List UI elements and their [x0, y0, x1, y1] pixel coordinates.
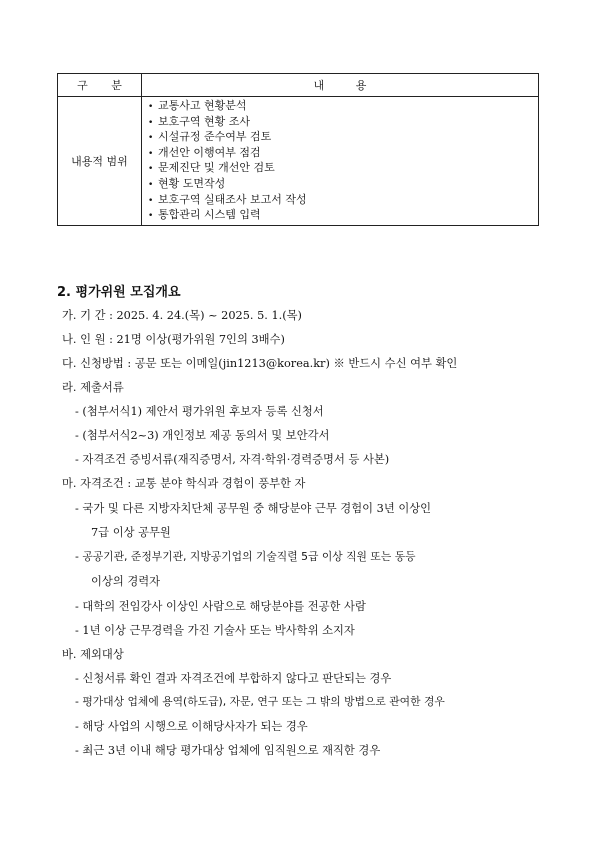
documents-item: - 자격조건 증빙서류(재직증명서, 자격·학위·경력증명서 등 사본) [75, 453, 390, 466]
qualification-item: - 국가 및 다른 지방자치단체 공무원 중 해당분야 근무 경험이 3년 이상인 [75, 502, 432, 515]
header-category: 구 분 [58, 74, 142, 97]
exclusion-heading: 바. 제외대상 [62, 648, 124, 661]
application-method-line: 다. 신청방법 : 공문 또는 이메일(jin1213@korea.kr) ※ 반드시 수신 여부 확인 [62, 357, 458, 370]
period-line: 가. 기 간 : 2025. 4. 24.(목) ~ 2025. 5. 1.(목) [62, 309, 302, 322]
list-item: • 통합관리 시스템 입력 [148, 207, 538, 223]
documents-item: - (첨부서식2~3) 개인정보 제공 동의서 및 보안각서 [75, 429, 330, 442]
exclusion-item: - 신청서류 확인 결과 자격조건에 부합하지 않다고 판단되는 경우 [75, 672, 392, 685]
qualification-item: - 1년 이상 근무경력을 가진 기술사 또는 박사학위 소지자 [75, 624, 355, 637]
list-item: • 개선안 이행여부 점검 [148, 145, 538, 161]
qualification-heading: 마. 자격조건 : 교통 분야 학식과 경험이 풍부한 자 [62, 477, 306, 490]
list-item: • 보호구역 현황 조사 [148, 114, 538, 130]
list-item: • 보호구역 실태조사 보고서 작성 [148, 192, 538, 208]
section-title: 2. 평가위원 모집개요 [57, 285, 181, 300]
list-item: • 시설규정 준수여부 검토 [148, 129, 538, 145]
header-content: 내 용 [142, 74, 539, 97]
documents-heading: 라. 제출서류 [62, 381, 124, 394]
qualification-item-continued: 이상의 경력자 [91, 575, 161, 588]
scope-table [57, 73, 539, 226]
table-row [58, 97, 539, 226]
qualification-item-continued: 7급 이상 공무원 [91, 526, 171, 539]
headcount-line: 나. 인 원 : 21명 이상(평가위원 7인의 3배수) [62, 333, 285, 346]
exclusion-item: - 해당 사업의 시행으로 이해당사자가 되는 경우 [75, 720, 308, 733]
exclusion-item: - 최근 3년 이내 해당 평가대상 업체에 임직원으로 재직한 경우 [75, 744, 381, 757]
list-item: • 현황 도면작성 [148, 176, 538, 192]
row-category: 내용적 범위 [58, 97, 142, 226]
list-item: • 문제진단 및 개선안 검토 [148, 160, 538, 176]
list-item: • 교통사고 현황분석 [148, 98, 538, 114]
scope-items-list [148, 98, 538, 223]
documents-item: - (첨부서식1) 제안서 평가위원 후보자 등록 신청서 [75, 405, 324, 418]
qualification-item: - 대학의 전임강사 이상인 사람으로 해당분야를 전공한 사람 [75, 600, 366, 613]
table-header-row [58, 74, 539, 97]
row-items-cell [142, 97, 539, 226]
qualification-item: - 공공기관, 준정부기관, 지방공기업의 기술직렬 5급 이상 직원 또는 동등 [75, 550, 416, 563]
exclusion-item: - 평가대상 업체에 용역(하도급), 자문, 연구 또는 그 밖의 방법으로 관여한 경우 [75, 695, 445, 708]
